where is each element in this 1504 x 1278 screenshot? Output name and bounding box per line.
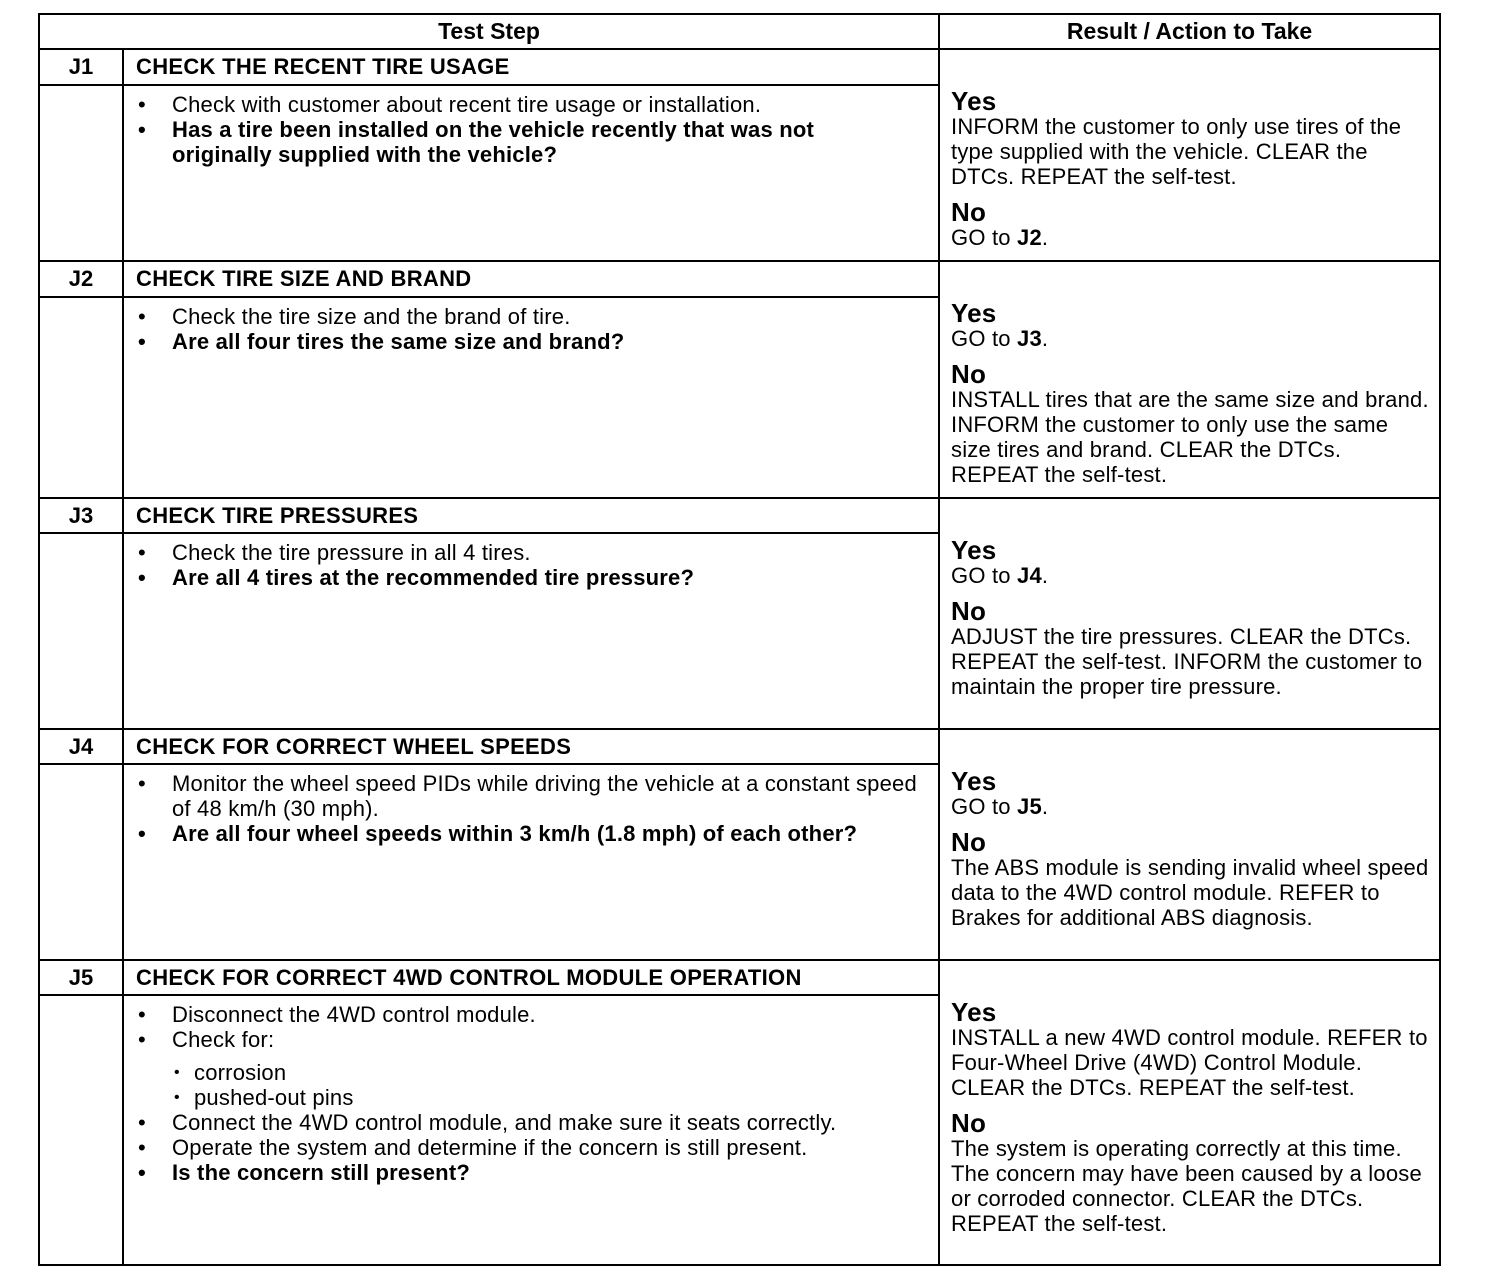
- step-title: CHECK FOR CORRECT WHEEL SPEEDS: [123, 729, 939, 764]
- yes-action-text: [951, 326, 1429, 351]
- no-action-text: INSTALL tires that are the same size and brand. INFORM the customer to only use the same size tires and brand. CLEAR the DTCs. REPEAT the self-test.: [951, 387, 1429, 487]
- step-title: CHECK FOR CORRECT 4WD CONTROL MODULE OPERATION: [123, 960, 939, 995]
- no-label: No: [951, 197, 987, 227]
- pinpoint-test-table: [38, 13, 1441, 1266]
- step-actions-cell: [123, 995, 939, 1265]
- action-text: Check the tire size and the brand of tire.: [172, 303, 571, 329]
- action-item: [136, 1110, 918, 1135]
- step-id-spacer: [39, 533, 123, 729]
- check-subitem: • pushed-out pins: [172, 1085, 918, 1110]
- result-content: [951, 262, 1429, 487]
- action-list: [136, 540, 918, 590]
- step-id-spacer: [39, 764, 123, 960]
- no-action-text: [951, 225, 1429, 250]
- action-list: [136, 92, 918, 167]
- step-title-row: [39, 49, 1440, 85]
- yes-goto-suffix: .: [1041, 563, 1049, 588]
- yes-goto-suffix: .: [1041, 794, 1049, 819]
- yes-goto-step-link: J5: [1017, 794, 1042, 819]
- no-label: No: [951, 596, 987, 626]
- step-title-row: [39, 960, 1440, 995]
- no-goto-step-link: J2: [1017, 225, 1042, 250]
- action-text: Disconnect the 4WD control module.: [172, 1002, 536, 1027]
- diagnostic-question: [136, 117, 918, 167]
- step-id: J1: [39, 49, 123, 85]
- check-subitem: • corrosion: [172, 1060, 918, 1085]
- action-text: Operate the system and determine if the concern is still present.: [172, 1135, 808, 1160]
- result-content: [951, 730, 1429, 930]
- action-text: Check the tire pressure in all 4 tires.: [172, 540, 531, 565]
- step-id: J2: [39, 261, 123, 297]
- action-text: Monitor the wheel speed PIDs while driving the vehicle at a constant speed of 48 km/h (30 mph).: [172, 771, 917, 821]
- step-title: CHECK TIRE SIZE AND BRAND: [123, 261, 939, 297]
- step-actions-cell: [123, 85, 939, 261]
- yes-action-text: INSTALL a new 4WD control module. REFER to Four-Wheel Drive (4WD) Control Module. CLEAR the DTCs. REPEAT the self-test.: [951, 1025, 1428, 1100]
- action-text: Has a tire been installed on the vehicle recently that was not originally supplied with the vehicle?: [172, 117, 815, 168]
- yes-label: Yes: [951, 535, 997, 565]
- no-label: No: [951, 827, 987, 857]
- test-step-header: Test Step: [39, 14, 939, 49]
- yes-goto-step-link: J3: [1017, 326, 1042, 351]
- diagnostic-table-page: [38, 13, 1439, 1266]
- diagnostic-question: [136, 821, 918, 846]
- yes-label: Yes: [951, 298, 997, 328]
- step-id: J5: [39, 960, 123, 995]
- action-text: Check with customer about recent tire usage or installation.: [172, 92, 762, 118]
- step-id-spacer: [39, 85, 123, 261]
- yes-goto-step-link: J4: [1017, 563, 1042, 588]
- no-label: No: [951, 1108, 987, 1138]
- action-text: Are all 4 tires at the recommended tire pressure?: [172, 565, 695, 590]
- yes-label: Yes: [951, 766, 997, 796]
- action-text: Check for:: [172, 1027, 275, 1052]
- result-content: [951, 50, 1429, 250]
- step-result-cell: [939, 729, 1440, 960]
- result-content: [951, 961, 1429, 1236]
- action-item: [136, 92, 918, 117]
- step-actions-cell: [123, 764, 939, 960]
- diagnostic-question: [136, 1160, 918, 1185]
- step-title-row: [39, 261, 1440, 297]
- action-text: Are all four tires the same size and brand?: [172, 328, 625, 354]
- action-list: [136, 771, 918, 846]
- no-action-text: ADJUST the tire pressures. CLEAR the DTCs. REPEAT the self-test. INFORM the customer to maintain the proper tire pressure.: [951, 624, 1423, 699]
- no-goto-prefix: GO to: [951, 225, 1018, 250]
- yes-action-text: [951, 794, 1429, 819]
- step-title: CHECK TIRE PRESSURES: [123, 498, 939, 533]
- no-label: No: [951, 359, 987, 389]
- yes-label: Yes: [951, 997, 997, 1027]
- no-goto-suffix: .: [1041, 225, 1049, 250]
- step-id: J4: [39, 729, 123, 764]
- action-item: [136, 540, 918, 565]
- step-id: J3: [39, 498, 123, 533]
- step-title-row: [39, 729, 1440, 764]
- step-id-spacer: [39, 995, 123, 1265]
- action-item: [136, 1135, 918, 1160]
- action-list: [136, 1002, 918, 1185]
- step-result-cell: [939, 498, 1440, 729]
- step-result-cell: [939, 49, 1440, 261]
- result-action-header: Result / Action to Take: [939, 14, 1440, 49]
- table-header-row: [39, 14, 1440, 49]
- step-title: CHECK THE RECENT TIRE USAGE: [123, 49, 939, 85]
- action-list: [136, 304, 918, 354]
- yes-goto-suffix: .: [1041, 326, 1049, 351]
- no-action-text: The system is operating correctly at this time. The concern may have been caused by a loose or corroded connector. CLEAR the DTCs. REPEAT the self-test.: [951, 1136, 1422, 1236]
- action-text: Is the concern still present?: [172, 1160, 470, 1185]
- yes-goto-prefix: GO to: [951, 794, 1018, 819]
- step-result-cell: [939, 960, 1440, 1265]
- yes-action-text: INFORM the customer to only use tires of the type supplied with the vehicle. CLEAR the DTCs. REPEAT the self-test.: [951, 114, 1402, 189]
- yes-goto-prefix: GO to: [951, 563, 1018, 588]
- yes-goto-prefix: GO to: [951, 326, 1018, 351]
- step-result-cell: [939, 261, 1440, 498]
- action-item: [136, 304, 918, 329]
- action-item: [136, 1027, 918, 1110]
- result-content: [951, 499, 1429, 699]
- yes-action-text: [951, 563, 1429, 588]
- no-action-text: The ABS module is sending invalid wheel speed data to the 4WD control module. REFER to Brakes for additional ABS diagnosis.: [951, 855, 1429, 930]
- yes-label: Yes: [951, 86, 997, 116]
- step-actions-cell: [123, 533, 939, 729]
- diagnostic-question: [136, 329, 918, 354]
- action-item: [136, 771, 918, 821]
- diagnostic-question: [136, 565, 918, 590]
- action-item: [136, 1002, 918, 1027]
- step-title-row: [39, 498, 1440, 533]
- action-text: Connect the 4WD control module, and make sure it seats correctly.: [172, 1110, 837, 1135]
- step-actions-cell: [123, 297, 939, 498]
- check-sublist: [172, 1060, 918, 1110]
- step-id-spacer: [39, 297, 123, 498]
- action-text: Are all four wheel speeds within 3 km/h (1.8 mph) of each other?: [172, 821, 858, 846]
